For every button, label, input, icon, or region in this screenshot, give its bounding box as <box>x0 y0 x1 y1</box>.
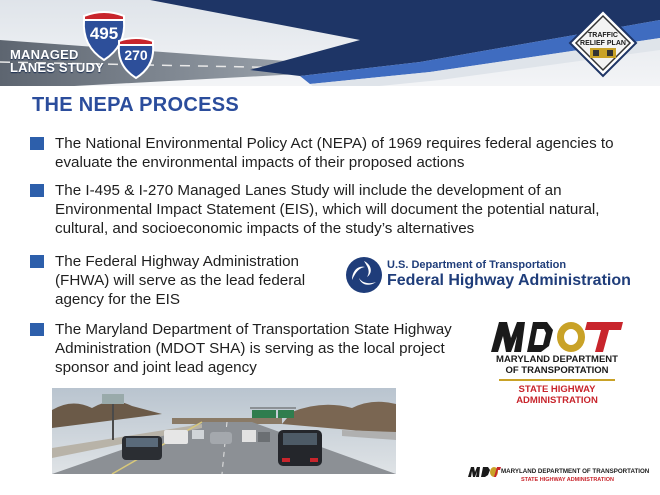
bullet-square-icon <box>30 137 44 150</box>
bullet-mdot <box>55 320 475 377</box>
mdot-sha-logo <box>487 320 627 410</box>
bullet-text: The Federal Highway Administration (FHWA) will serve as the lead federal agency for the EIS <box>55 253 306 308</box>
managed-lanes-logo <box>6 8 196 83</box>
mdot-sha-name <box>487 384 627 406</box>
study-line-1: MANAGED <box>10 47 79 62</box>
bullet-eis <box>55 181 645 238</box>
highway-traffic-image <box>52 388 396 474</box>
bullet-square-icon <box>30 255 44 268</box>
mdot-sha-line-2: ADMINISTRATION <box>516 395 598 406</box>
traffic-relief-text <box>568 32 638 48</box>
fhwa-logo <box>345 256 645 296</box>
header-banner <box>0 0 660 90</box>
mdot-dept-line-2: OF TRANSPORTATION <box>505 365 609 376</box>
traffic-relief-plan-badge <box>568 8 638 78</box>
relief-line-2: RELIEF PLAN <box>580 40 626 47</box>
footer-department: MARYLAND DEPARTMENT OF TRANSPORTATION <box>501 468 650 475</box>
bullet-text: The Maryland Department of Transportation State Highway Administration (MDOT SHA) is serving as the local project sponsor and joint lead agency <box>55 321 452 376</box>
interstate-270-label: 270 <box>124 47 148 63</box>
interstate-495-label: 495 <box>89 24 119 43</box>
usdot-triskelion-icon <box>345 256 383 294</box>
study-line-2: LANES STUDY <box>10 60 104 75</box>
relief-line-1: TRAFFIC <box>588 32 618 39</box>
footer-mdot-logo <box>467 465 650 487</box>
mdot-sha-line-1: STATE HIGHWAY <box>518 384 596 395</box>
managed-lanes-study-label <box>10 48 104 74</box>
bullet-fhwa <box>55 252 335 309</box>
bullet-square-icon <box>30 323 44 336</box>
fhwa-administration-line: Federal Highway Administration <box>387 272 631 289</box>
footer-sha: STATE HIGHWAY ADMINISTRATION <box>521 477 614 483</box>
mdot-dept-line-1: MARYLAND DEPARTMENT <box>496 354 618 365</box>
mdot-department-name <box>487 354 627 376</box>
bullet-text: The National Environmental Policy Act (NEPA) of 1969 requires federal agencies to evaluate the environmental impacts of their proposed actions <box>55 135 614 171</box>
fhwa-department-line: U.S. Department of Transportation <box>387 259 567 271</box>
bullet-nepa <box>55 134 645 172</box>
footer-mdot-wordmark-icon <box>467 466 501 478</box>
page-title: THE NEPA PROCESS <box>32 94 240 116</box>
mdot-divider <box>499 379 615 381</box>
bullet-square-icon <box>30 184 44 197</box>
mdot-wordmark-icon <box>487 320 627 354</box>
highway-photo <box>52 388 396 474</box>
bullet-text: The I-495 & I-270 Managed Lanes Study will include the development of an Environmental Impact Statement (EIS), which will document the potential natural, cultural, and socioeconomic impacts of the study’s alternatives <box>55 182 600 237</box>
